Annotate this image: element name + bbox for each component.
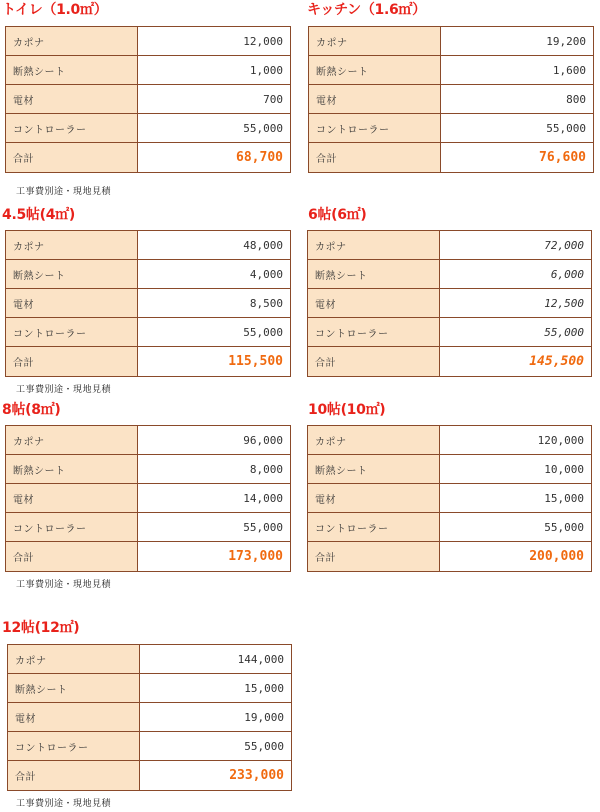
row-value: 55,000 (243, 325, 283, 339)
row-label: 電材 (6, 484, 138, 512)
total-value: 173,000 (228, 549, 283, 564)
row-value: 48,000 (243, 238, 283, 252)
section-title-12-jo: 12帖(12㎡) (2, 620, 80, 636)
row-value: 72,000 (544, 238, 584, 252)
section-title-6-jo: 6帖(6㎡) (308, 207, 367, 223)
total-row (309, 143, 593, 172)
row-value: 6,000 (550, 267, 584, 281)
price-table-toilet (5, 26, 291, 173)
row-label: 断熱シート (309, 56, 441, 84)
price-table-8-jo (5, 425, 291, 572)
row-label: カポナ (308, 231, 440, 259)
table-row (6, 484, 290, 513)
table-row (309, 85, 593, 114)
row-label: 電材 (6, 289, 138, 317)
section-title-8-jo: 8帖(8㎡) (2, 402, 61, 418)
table-row (308, 455, 591, 484)
total-value: 200,000 (529, 549, 584, 564)
row-label: カポナ (308, 426, 440, 454)
total-row (6, 347, 290, 376)
row-value: 55,000 (243, 520, 283, 534)
row-label: コントローラー (8, 732, 140, 760)
row-value: 800 (566, 92, 586, 106)
row-value: 55,000 (544, 325, 584, 339)
row-value: 1,000 (249, 63, 283, 77)
row-value: 12,500 (544, 296, 584, 310)
table-row (308, 289, 591, 318)
row-value: 15,000 (244, 681, 284, 695)
row-value: 4,000 (249, 267, 283, 281)
table-row (6, 56, 290, 85)
table-row (8, 732, 291, 761)
table-row (308, 426, 591, 455)
table-row (6, 318, 290, 347)
table-row (6, 289, 290, 318)
table-row (8, 703, 291, 732)
table-row (308, 513, 591, 542)
table-row (6, 27, 290, 56)
row-value: 55,000 (546, 121, 586, 135)
table-row (8, 645, 291, 674)
total-row (6, 143, 290, 172)
total-value: 68,700 (236, 150, 283, 165)
table-row (309, 27, 593, 56)
total-row (308, 347, 591, 376)
row-value: 96,000 (243, 433, 283, 447)
table-row (6, 426, 290, 455)
table-row (6, 85, 290, 114)
section-title-toilet: トイレ（1.0㎡） (2, 2, 108, 18)
row-label: 断熱シート (8, 674, 140, 702)
note-text: 工事費別途・現地見積 (16, 385, 112, 395)
row-value: 700 (263, 92, 283, 106)
row-label: 電材 (8, 703, 140, 731)
row-value: 55,000 (244, 739, 284, 753)
total-label: 合計 (308, 347, 440, 376)
row-value: 14,000 (243, 491, 283, 505)
row-label: コントローラー (308, 513, 440, 541)
row-value: 19,200 (546, 34, 586, 48)
total-value: 233,000 (229, 768, 284, 783)
row-value: 120,000 (537, 433, 584, 447)
row-label: 断熱シート (6, 455, 138, 483)
row-label: 電材 (6, 85, 138, 113)
table-row (308, 231, 591, 260)
section-title-4-5-jo: 4.5帖(4㎡) (2, 207, 75, 223)
price-table-10-jo (307, 425, 592, 572)
row-label: 断熱シート (6, 260, 138, 288)
total-row (8, 761, 291, 790)
row-value: 55,000 (243, 121, 283, 135)
row-label: 断熱シート (6, 56, 138, 84)
row-label: コントローラー (6, 114, 138, 142)
total-label: 合計 (6, 347, 138, 376)
total-label: 合計 (309, 143, 441, 172)
row-label: カポナ (8, 645, 140, 673)
table-row (308, 260, 591, 289)
total-row (308, 542, 591, 571)
table-row (6, 231, 290, 260)
row-value: 55,000 (544, 520, 584, 534)
row-label: カポナ (6, 27, 138, 55)
note-text: 工事費別途・現地見積 (16, 187, 112, 197)
table-row (6, 114, 290, 143)
row-label: 断熱シート (308, 260, 440, 288)
total-row (6, 542, 290, 571)
row-value: 1,600 (552, 63, 586, 77)
row-label: カポナ (6, 426, 138, 454)
table-row (309, 56, 593, 85)
row-label: コントローラー (6, 318, 138, 346)
row-label: 断熱シート (308, 455, 440, 483)
row-label: 電材 (309, 85, 441, 113)
total-label: 合計 (8, 761, 140, 790)
table-row (308, 318, 591, 347)
total-label: 合計 (308, 542, 440, 571)
row-label: カポナ (6, 231, 138, 259)
total-label: 合計 (6, 542, 138, 571)
row-value: 8,000 (249, 462, 283, 476)
section-title-kitchen: キッチン（1.6㎡） (307, 2, 426, 18)
row-label: コントローラー (6, 513, 138, 541)
table-row (308, 484, 591, 513)
row-value: 144,000 (237, 652, 284, 666)
price-table-12-jo (7, 644, 292, 791)
table-row (6, 513, 290, 542)
row-label: カポナ (309, 27, 441, 55)
note-text: 工事費別途・現地見積 (16, 580, 112, 590)
price-table-6-jo (307, 230, 592, 377)
row-value: 10,000 (544, 462, 584, 476)
section-title-10-jo: 10帖(10㎡) (308, 402, 386, 418)
note-text: 工事費別途・現地見積 (16, 799, 112, 809)
table-row (8, 674, 291, 703)
total-value: 145,500 (529, 354, 584, 369)
table-row (309, 114, 593, 143)
row-value: 19,000 (244, 710, 284, 724)
table-row (6, 260, 290, 289)
row-value: 12,000 (243, 34, 283, 48)
total-value: 76,600 (539, 150, 586, 165)
price-table-kitchen (308, 26, 594, 173)
total-label: 合計 (6, 143, 138, 172)
row-label: 電材 (308, 484, 440, 512)
table-row (6, 455, 290, 484)
row-value: 15,000 (544, 491, 584, 505)
row-label: コントローラー (308, 318, 440, 346)
row-label: コントローラー (309, 114, 441, 142)
total-value: 115,500 (228, 354, 283, 369)
price-table-4-5-jo (5, 230, 291, 377)
row-label: 電材 (308, 289, 440, 317)
row-value: 8,500 (249, 296, 283, 310)
